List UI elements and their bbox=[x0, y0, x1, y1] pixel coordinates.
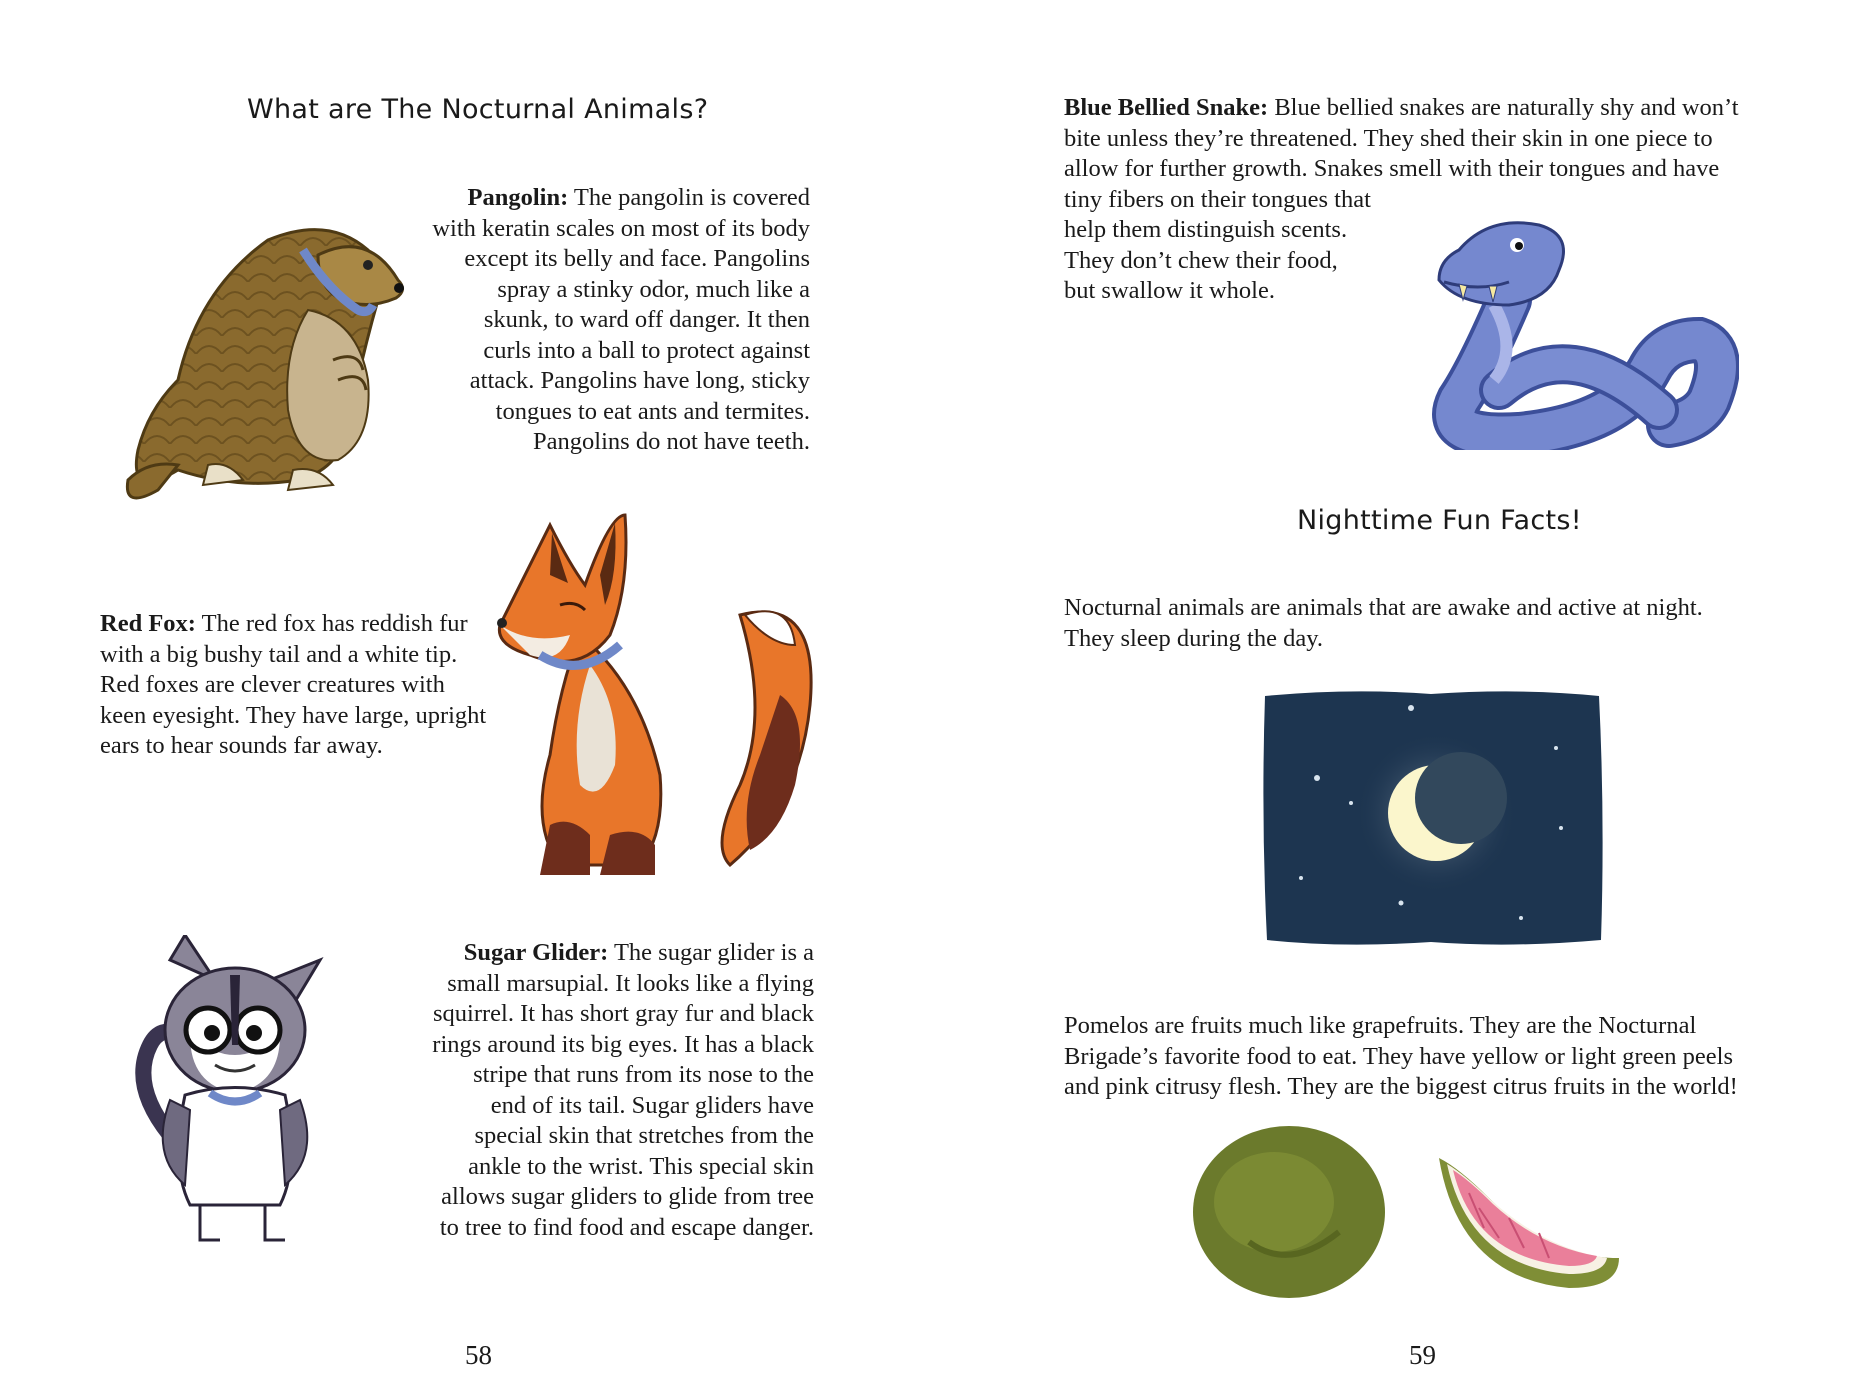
sugar-glider-line: ankle to the wrist. This special skin bbox=[468, 1152, 814, 1180]
snake-name: Blue Bellied Snake: bbox=[1064, 94, 1269, 121]
pangolin-line: attack. Pangolins have long, sticky bbox=[469, 367, 810, 394]
sugar-glider-line: stripe that runs from its nose to the bbox=[473, 1061, 814, 1088]
right-page bbox=[929, 0, 1858, 1400]
sugar-glider-line: end of its tail. Sugar gliders have bbox=[490, 1091, 814, 1119]
fact-2-paragraph bbox=[1064, 1011, 1804, 1103]
pangolin-line: with keratin scales on most of its body bbox=[432, 214, 810, 242]
pangolin-line: except its belly and face. Pangolins bbox=[464, 245, 810, 272]
page-number-right: 59 bbox=[1409, 1340, 1436, 1370]
page-number-left: 58 bbox=[465, 1340, 492, 1370]
snake-illustration bbox=[1399, 210, 1739, 450]
fact-2-line: and pink citrusy flesh. They are the biggest citrus fruits in the world! bbox=[1064, 1073, 1738, 1100]
page-title: What are The Nocturnal Animals? bbox=[247, 94, 709, 125]
pangolin-name: Pangolin: bbox=[467, 184, 569, 211]
pangolin-line: curls into a ball to protect against bbox=[483, 336, 810, 364]
red-fox-line: The red fox has reddish fur bbox=[201, 610, 468, 637]
snake-line: help them distinguish scents. bbox=[1064, 216, 1348, 243]
sugar-glider-line: The sugar glider is a bbox=[613, 939, 814, 966]
moon-illustration bbox=[1261, 688, 1605, 948]
sugar-glider-name: Sugar Glider: bbox=[463, 939, 609, 966]
sugar-glider-line: special skin that stretches from the bbox=[474, 1122, 814, 1149]
red-fox-line: Red foxes are clever creatures with bbox=[100, 671, 445, 698]
pangolin-line: tongues to eat ants and termites. bbox=[495, 397, 810, 425]
snake-line: Blue bellied snakes are naturally shy and won’t bbox=[1274, 94, 1739, 121]
pangolin-line: skunk, to ward off danger. It then bbox=[483, 306, 810, 333]
sugar-glider-line: small marsupial. It looks like a flying bbox=[447, 969, 814, 997]
red-fox-line: with a big bushy tail and a white tip. bbox=[100, 640, 458, 668]
pangolin-illustration bbox=[118, 210, 408, 510]
fact-1-line: Nocturnal animals are animals that are awake and active at night. bbox=[1064, 594, 1703, 621]
pomelo-illustration bbox=[1189, 1122, 1389, 1302]
sugar-glider-line: rings around its big eyes. It has a black bbox=[432, 1030, 814, 1058]
pangolin-paragraph bbox=[390, 183, 810, 458]
fact-1-paragraph bbox=[1064, 593, 1784, 654]
red-fox-line: ears to hear sounds far away. bbox=[100, 732, 383, 759]
sugar-glider-line: allows sugar gliders to glide from tree bbox=[441, 1183, 814, 1210]
fact-2-line: Brigade’s favorite food to eat. They have yellow or light green peels bbox=[1064, 1042, 1734, 1070]
sugar-glider-illustration bbox=[130, 935, 350, 1255]
snake-line: They don’t chew their food, bbox=[1064, 246, 1338, 274]
snake-line: but swallow it whole. bbox=[1064, 277, 1275, 304]
red-fox-paragraph bbox=[100, 609, 520, 762]
pangolin-line: The pangolin is covered bbox=[573, 184, 810, 211]
fox-illustration bbox=[490, 505, 820, 895]
sugar-glider-paragraph bbox=[390, 938, 814, 1243]
sugar-glider-line: to tree to find food and escape danger. bbox=[439, 1213, 814, 1241]
fun-facts-title: Nighttime Fun Facts! bbox=[1297, 505, 1582, 536]
pangolin-line: Pangolins do not have teeth. bbox=[533, 428, 810, 455]
fact-2-line: Pomelos are fruits much like grapefruits. They are the Nocturnal bbox=[1064, 1012, 1697, 1039]
sugar-glider-line: squirrel. It has short gray fur and black bbox=[433, 1000, 814, 1027]
red-fox-line: keen eyesight. They have large, upright bbox=[100, 701, 487, 729]
red-fox-name: Red Fox: bbox=[100, 610, 196, 637]
snake-line: bite unless they’re threatened. They shed their skin in one piece to bbox=[1064, 124, 1713, 152]
fact-1-line: They sleep during the day. bbox=[1064, 624, 1323, 652]
snake-line: tiny fibers on their tongues that bbox=[1064, 185, 1371, 213]
snake-line: allow for further growth. Snakes smell with their tongues and have bbox=[1064, 155, 1720, 182]
pomelo-slice-illustration bbox=[1429, 1148, 1629, 1298]
pangolin-line: spray a stinky odor, much like a bbox=[497, 275, 810, 303]
